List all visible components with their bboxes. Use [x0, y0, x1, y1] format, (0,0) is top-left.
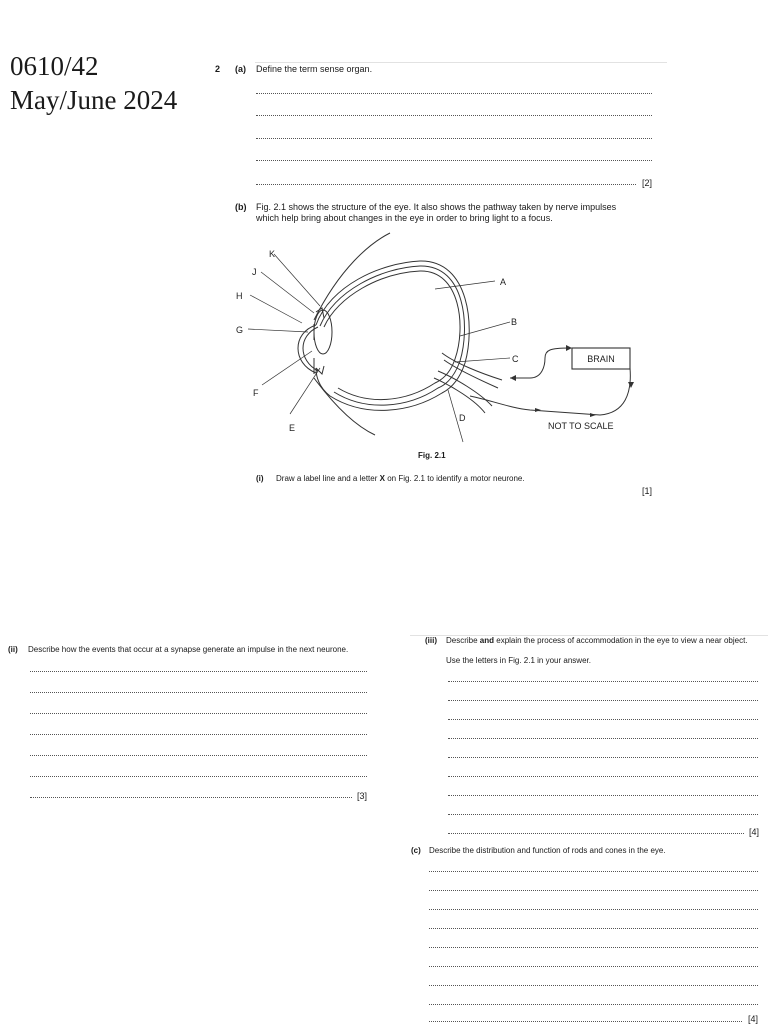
- answer-line[interactable]: [429, 871, 758, 872]
- answer-line[interactable]: [429, 1021, 742, 1022]
- label-d: D: [459, 413, 466, 423]
- answer-line[interactable]: [429, 947, 758, 948]
- part-c-marks: [4]: [748, 1014, 759, 1024]
- part-c-label: (c): [411, 846, 421, 855]
- part-b-text-line1: Fig. 2.1 shows the structure of the eye. It also shows the pathway taken by nerve impulses: [256, 202, 617, 212]
- answer-line[interactable]: [448, 757, 758, 758]
- answer-line[interactable]: [256, 115, 652, 116]
- answer-line[interactable]: [30, 797, 352, 798]
- answer-line[interactable]: [30, 671, 367, 672]
- part-bii-text: Describe how the events that occur at a synapse generate an impulse in the next neurone.: [28, 645, 349, 654]
- part-a-label: (a): [235, 64, 246, 74]
- part-a-text: Define the term sense organ.: [256, 64, 373, 74]
- answer-line[interactable]: [448, 833, 744, 834]
- answer-line[interactable]: [30, 776, 367, 777]
- answer-line[interactable]: [429, 909, 758, 910]
- answer-line[interactable]: [30, 734, 367, 735]
- part-bi-text: Draw a label line and a letter X on Fig. 2.1 to identify a motor neurone.: [276, 474, 525, 483]
- part-bi-label: (i): [256, 474, 264, 483]
- answer-line[interactable]: [256, 93, 652, 94]
- part-b-text-line2: which help bring about changes in the eye in order to bring light to a focus.: [256, 213, 553, 223]
- label-c: C: [512, 354, 519, 364]
- lens: [314, 310, 332, 354]
- sensory-pathway: [510, 348, 570, 378]
- exam-session: May/June 2024: [10, 85, 178, 115]
- answer-line[interactable]: [256, 184, 636, 185]
- answer-line[interactable]: [30, 755, 367, 756]
- answer-line[interactable]: [256, 160, 652, 161]
- answer-line[interactable]: [448, 700, 758, 701]
- paper-code: 0610/42: [10, 51, 99, 81]
- part-biii-text: Describe and explain the process of accommodation in the eye to view a near object.: [446, 636, 748, 645]
- answer-line[interactable]: [448, 719, 758, 720]
- part-bi-marks: [1]: [642, 486, 653, 496]
- label-f: F: [253, 388, 259, 398]
- part-a-marks: [2]: [642, 178, 653, 188]
- answer-line[interactable]: [429, 890, 758, 891]
- part-biii-instruction: Use the letters in Fig. 2.1 in your answer.: [446, 656, 591, 665]
- part-bii-label: (ii): [8, 645, 18, 654]
- answer-line[interactable]: [429, 928, 758, 929]
- part-c-text: Describe the distribution and function of rods and cones in the eye.: [429, 846, 666, 855]
- answer-line[interactable]: [448, 681, 758, 682]
- label-b: B: [511, 317, 518, 327]
- page-top-rule: [255, 62, 667, 63]
- answer-line[interactable]: [256, 138, 652, 139]
- label-g: G: [236, 325, 244, 335]
- question-number: 2: [215, 64, 221, 74]
- choroid-outline: [320, 266, 464, 405]
- answer-line[interactable]: [30, 713, 367, 714]
- label-j: J: [252, 267, 257, 277]
- label-a: A: [500, 277, 507, 287]
- figure-caption: Fig. 2.1: [418, 451, 446, 460]
- answer-line[interactable]: [429, 985, 758, 986]
- label-e: E: [289, 423, 296, 433]
- answer-line[interactable]: [429, 966, 758, 967]
- brain-label: BRAIN: [587, 354, 615, 364]
- label-k: K: [269, 249, 276, 259]
- answer-line[interactable]: [429, 1004, 758, 1005]
- answer-line[interactable]: [448, 814, 758, 815]
- part-b-label: (b): [235, 202, 247, 212]
- part-biii-label: (iii): [425, 636, 437, 645]
- eye-diagram: [230, 228, 650, 443]
- answer-line[interactable]: [448, 776, 758, 777]
- answer-line[interactable]: [30, 692, 367, 693]
- part-bii-marks: [3]: [357, 791, 368, 801]
- motor-pathway: [470, 368, 630, 415]
- sclera-outline: [316, 261, 469, 410]
- not-to-scale-label: NOT TO SCALE: [548, 421, 614, 431]
- answer-line[interactable]: [448, 738, 758, 739]
- label-h: H: [236, 291, 243, 301]
- part-biii-marks: [4]: [749, 827, 760, 837]
- answer-line[interactable]: [448, 795, 758, 796]
